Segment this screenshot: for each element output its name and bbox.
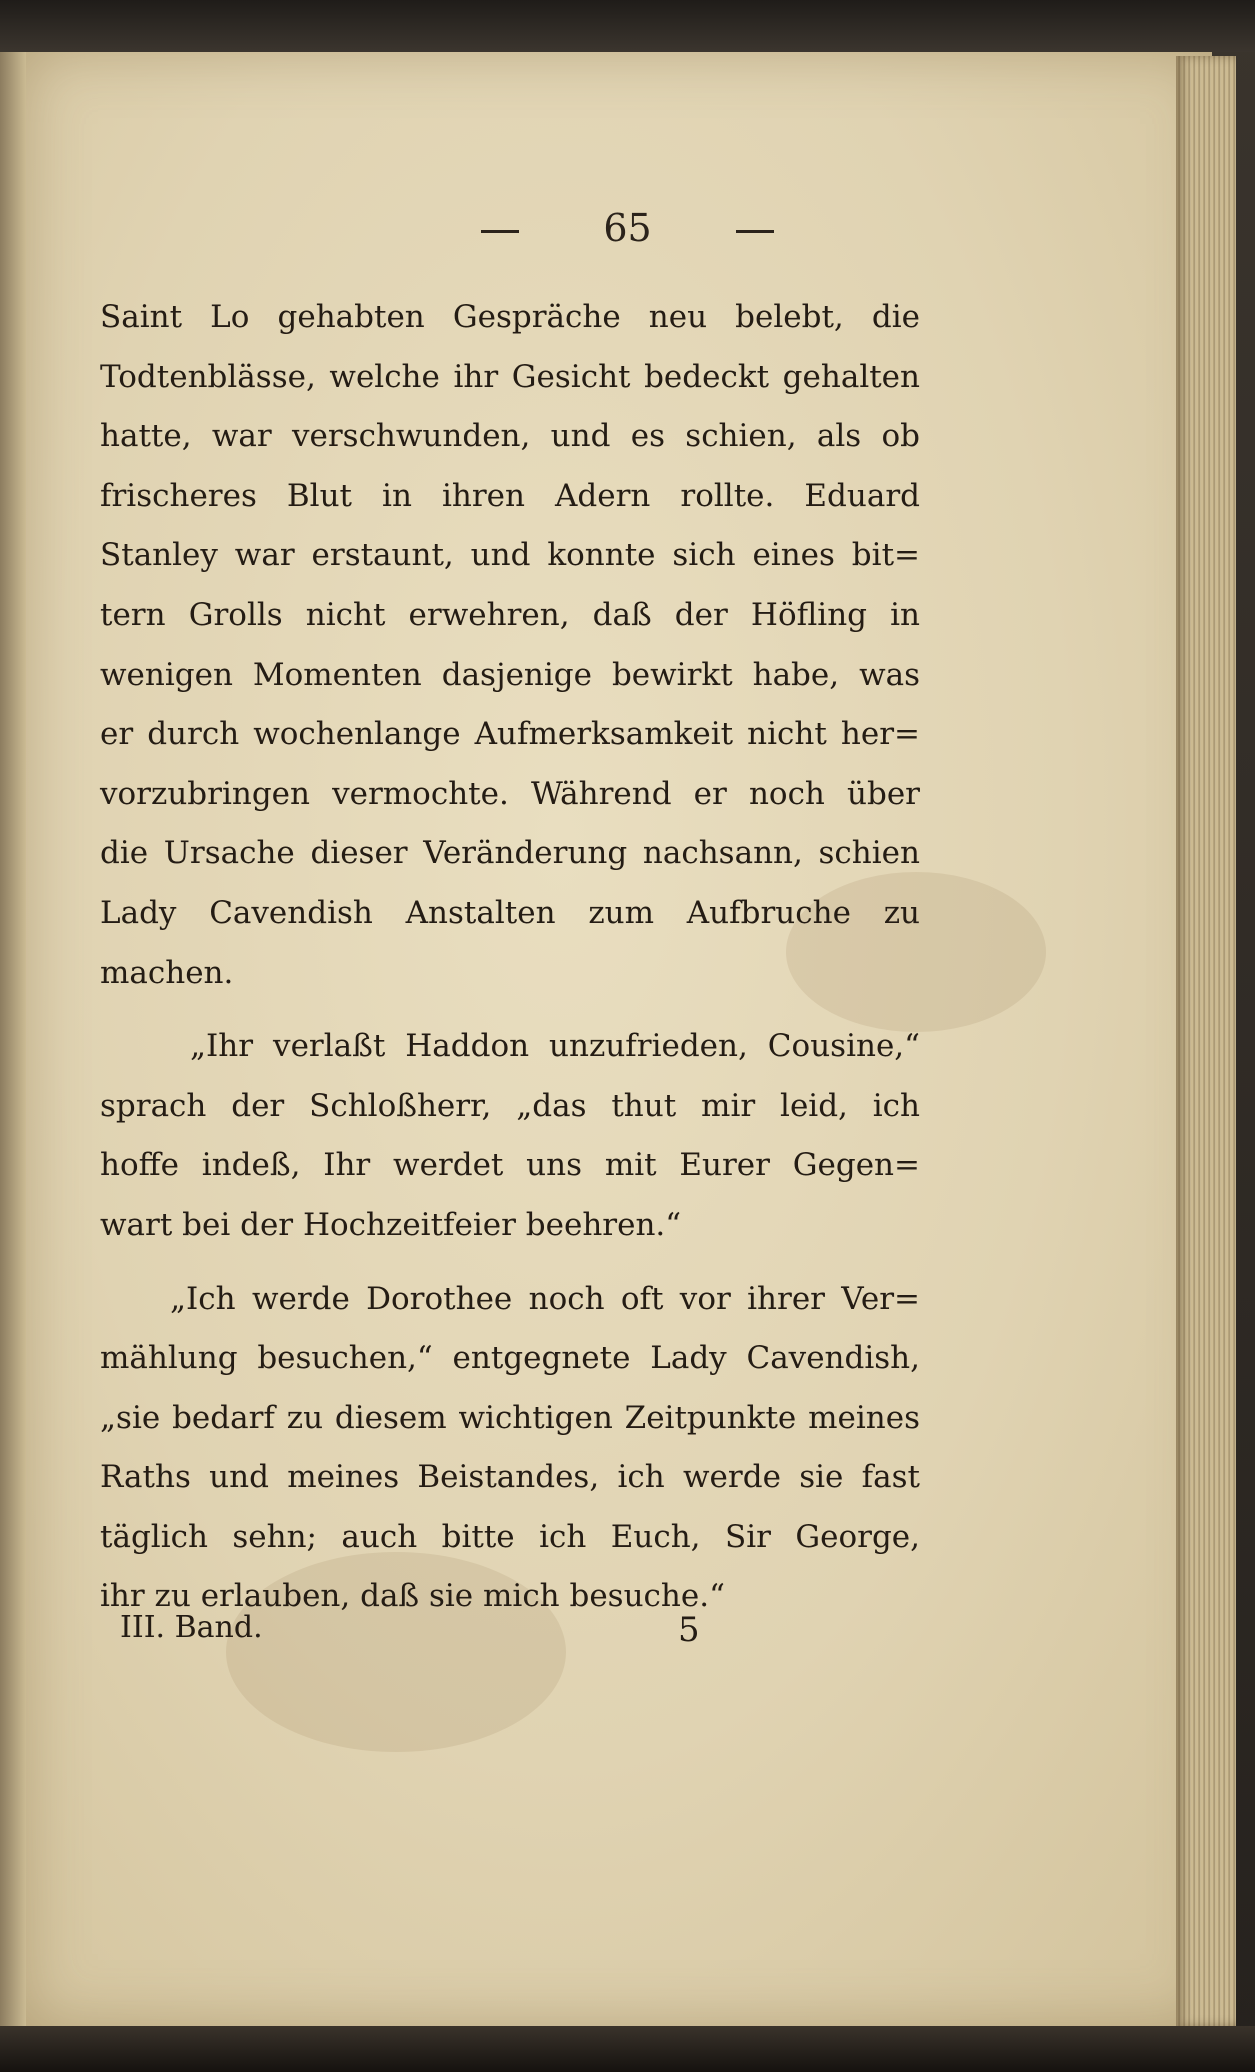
text-line: hoffe indeß, Ihr werdet uns mit Eurer Gegen= <box>100 1147 920 1184</box>
body-text <box>100 288 920 1627</box>
page-number: 65 <box>603 206 652 250</box>
binding-top-shadow <box>0 0 1255 52</box>
paragraph <box>100 1017 920 1255</box>
text-line: ihr zu erlauben, daß sie mich besuche.“ <box>100 1578 725 1615</box>
header-dash-left <box>481 230 519 233</box>
text-line: frischeres Blut in ihren Adern rollte. Eduard <box>100 477 920 514</box>
text-line: hatte, war verschwunden, und es schien, als ob <box>100 418 920 455</box>
text-line: mählung besuchen,“ entgegnete Lady Cavendish, <box>100 1340 920 1377</box>
text-line: „Ich werde Dorothee noch oft vor ihrer Ver= <box>170 1280 920 1317</box>
sheet-signature: 5 <box>678 1610 700 1650</box>
text-line: tern Grolls nicht erwehren, daß der Höfling in <box>100 596 920 633</box>
paragraph <box>100 288 920 1003</box>
page-header <box>0 206 1255 250</box>
text-line: wenigen Momenten dasjenige bewirkt habe, was <box>100 656 920 693</box>
text-line: machen. <box>100 954 234 991</box>
binding-bottom-shadow <box>0 2026 1255 2072</box>
header-dash-right <box>736 230 774 233</box>
text-line: täglich sehn; auch bitte ich Euch, Sir George, <box>100 1518 920 1555</box>
page-gutter <box>0 52 26 2026</box>
text-line: er durch wochenlange Aufmerksamkeit nicht her= <box>100 716 920 753</box>
page-edges <box>1176 56 1236 2026</box>
text-line: Stanley war erstaunt, und konnte sich eines bit= <box>100 537 920 574</box>
paragraph <box>100 1270 920 1628</box>
text-line: „Ihr verlaßt Haddon unzufrieden, Cousine,“ <box>190 1028 920 1065</box>
text-line: Lady Cavendish Anstalten zum Aufbruche zu <box>100 894 920 931</box>
text-line: Todtenblässe, welche ihr Gesicht bedeckt gehalten <box>100 358 920 395</box>
text-line: wart bei der Hochzeitfeier beehren.“ <box>100 1206 682 1243</box>
text-line: Saint Lo gehabten Gespräche neu belebt, die <box>100 299 920 335</box>
text-line: Raths und meines Beistandes, ich werde sie fast <box>100 1459 920 1496</box>
volume-signature: III. Band. <box>120 1610 263 1645</box>
text-line: „sie bedarf zu diesem wichtigen Zeitpunkte meines <box>100 1399 920 1436</box>
text-line: die Ursache dieser Veränderung nachsann, schien <box>100 835 920 872</box>
text-line: vorzubringen vermochte. Während er noch über <box>100 775 920 812</box>
text-line: sprach der Schloßherr, „das thut mir leid, ich <box>100 1087 920 1124</box>
